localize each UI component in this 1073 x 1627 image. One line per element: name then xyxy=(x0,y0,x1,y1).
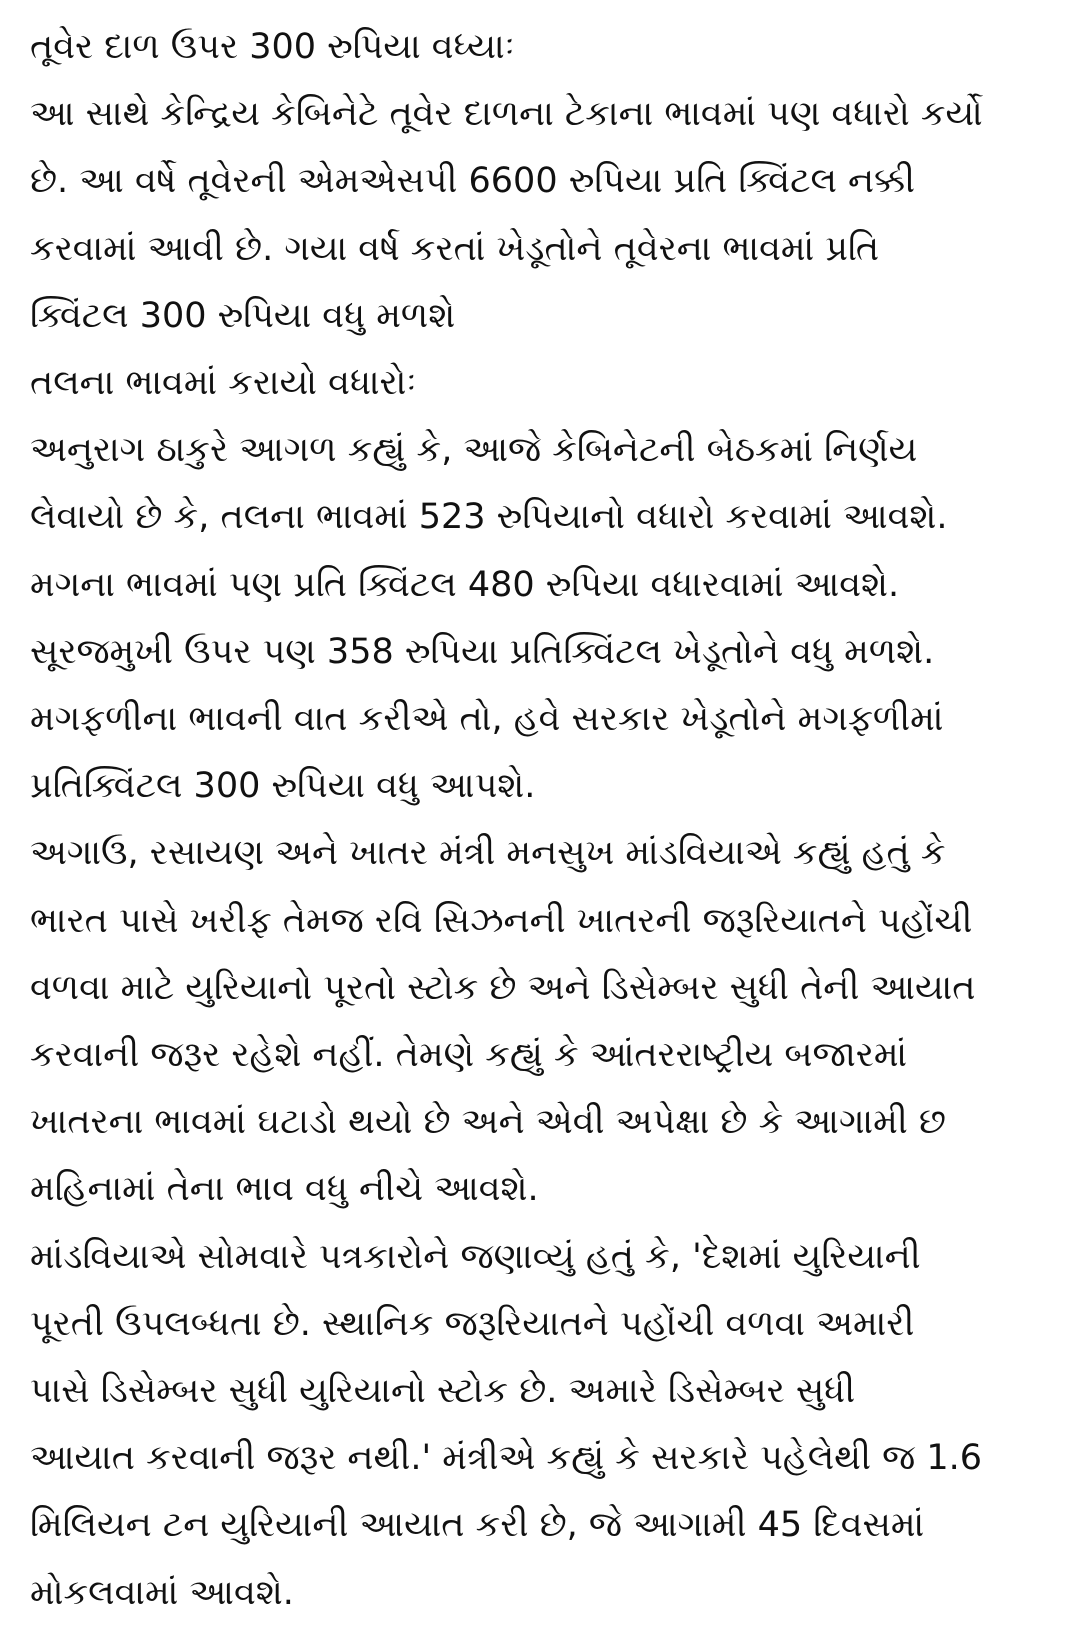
paragraph-line: વળવા માટે યુરિયાનો પૂરતો સ્ટોક છે અને ડિસેમ્બર સુધી તેની આયાત xyxy=(30,967,976,1008)
paragraph-line: મહિનામાં તેના ભાવ વધુ નીચે આવશે. xyxy=(30,1169,539,1210)
paragraph-line: ક્વિંટલ 300 રુપિયા વધુ મળશે xyxy=(30,295,456,336)
heading-sesame: તલના ભાવમાં કરાયો વધારોઃ xyxy=(30,363,417,404)
paragraph-line: સૂરજમુખી ઉપર પણ 358 રુપિયા પ્રતિક્વિંટલ ખેડૂતોને વધુ મળશે. xyxy=(30,631,935,672)
paragraph-line: કરવાની જરૂર રહેશે નહીં. તેમણે કહ્યું કે આંતરરાષ્ટ્રીય બજારમાં xyxy=(30,1035,908,1076)
paragraph-line: મગના ભાવમાં પણ પ્રતિ ક્વિંટલ 480 રુપિયા વધારવામાં આવશે. xyxy=(30,564,900,605)
paragraph-line: છે. આ વર્ષે તૂવેરની એમએસપી 6600 રુપિયા પ્રતિ ક્વિંટલ નક્કી xyxy=(30,161,915,202)
paragraph-line: મોકલવામાં આવશે. xyxy=(30,1572,294,1613)
paragraph-line: મગફળીના ભાવની વાત કરીએ તો, હવે સરકાર ખેડૂતોને મગફળીમાં xyxy=(30,699,944,740)
paragraph-line: ખાતરના ભાવમાં ઘટાડો થયો છે અને એવી અપેક્ષા છે કે આગામી છ xyxy=(30,1102,946,1143)
paragraph-line: અગાઉ, રસાયણ અને ખાતર મંત્રી મનસુખ માંડવિયાએ કહ્યું હતું કે xyxy=(30,833,946,874)
paragraph-line: માંડવિયાએ સોમવારે પત્રકારોને જણાવ્યું હતું કે, 'દેશમાં યુરિયાની xyxy=(30,1236,921,1277)
paragraph-line: મિલિયન ટન યુરિયાની આયાત કરી છે, જે આગામી 45 દિવસમાં xyxy=(30,1505,925,1546)
paragraph-line: પૂરતી ઉપલબ્ધતા છે. સ્થાનિક જરૂરિયાતને પહોંચી વળવા અમારી xyxy=(30,1303,915,1344)
paragraph-line: કરવામાં આવી છે. ગયા વર્ષ કરતાં ખેડૂતોને તૂવેરના ભાવમાં પ્રતિ xyxy=(30,228,880,269)
paragraph-line: ભારત પાસે ખરીફ તેમજ રવિ સિઝનની ખાતરની જરૂરિયાતને પહોંચી xyxy=(30,900,973,941)
paragraph-line: આયાત કરવાની જરૂર નથી.' મંત્રીએ કહ્યું કે સરકારે પહેલેથી જ 1.6 xyxy=(30,1438,983,1479)
paragraph-line: લેવાયો છે કે, તલના ભાવમાં 523 રુપિયાનો વધારો કરવામાં આવશે. xyxy=(30,497,948,538)
paragraph-line: અનુરાગ ઠાકુરે આગળ કહ્યું કે, આજે કેબિનેટની બેઠકમાં નિર્ણય xyxy=(30,430,918,471)
heading-tuver-dal: તૂવેર દાળ ઉપર 300 રુપિયા વધ્યાઃ xyxy=(30,27,515,67)
paragraph-line: પ્રતિક્વિંટલ 300 રુપિયા વધુ આપશે. xyxy=(30,766,536,807)
paragraph-line: આ સાથે કેન્દ્રિય કેબિનેટે તૂવેર દાળના ટેકાના ભાવમાં પણ વધારો કર્યો xyxy=(30,94,983,135)
paragraph-line: પાસે ડિસેમ્બર સુધી યુરિયાનો સ્ટોક છે. અમારે ડિસેમ્બર સુધી xyxy=(30,1371,856,1412)
